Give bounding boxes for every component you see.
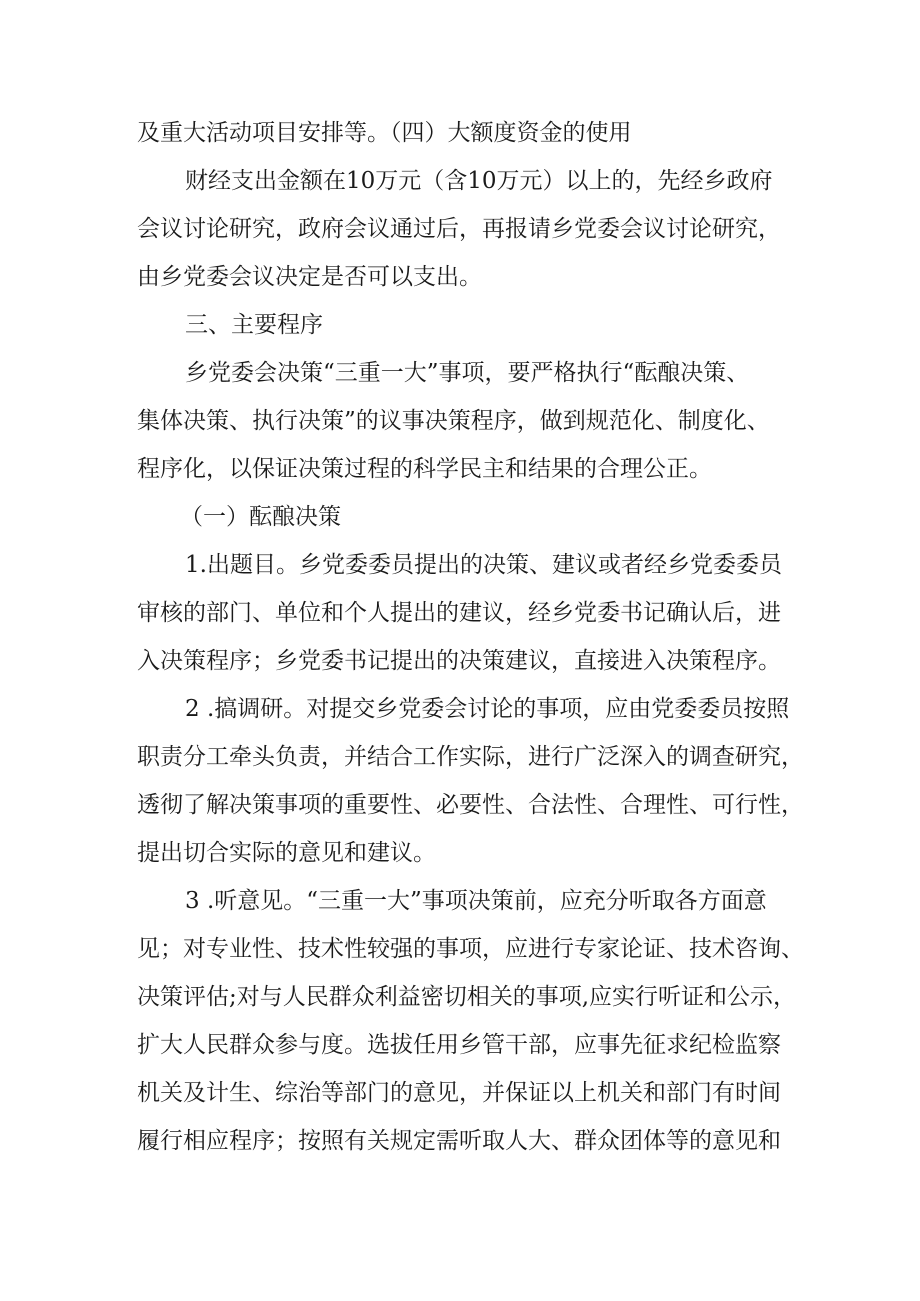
text-line: 入决策程序；乡党委书记提出的决策建议，直接进入决策程序。 xyxy=(137,648,781,674)
text-line: 履行相应程序；按照有关规定需听取人大、群众团体等的意见和 xyxy=(137,1128,781,1154)
text-line: 乡党委会决策“三重一大”事项，要严格执行“酝酿决策、 xyxy=(185,360,750,386)
text-line: 会议讨论研究，政府会议通过后，再报请乡党委会议讨论研究， xyxy=(137,216,781,242)
text-line: 提出切合实际的意见和建议。 xyxy=(137,840,436,866)
text-line: 透彻了解决策事项的重要性、必要性、合法性、合理性、可行性， xyxy=(137,792,804,818)
subsection-heading: （一）酝酿决策 xyxy=(180,504,341,530)
text-line: 扩大人民群众参与度。选拔任用乡管干部，应事先征求纪检监察 xyxy=(137,1032,781,1058)
text-line: 由乡党委会议决定是否可以支出。 xyxy=(137,264,482,290)
text-line: 程序化，以保证决策过程的科学民主和结果的合理公正。 xyxy=(137,456,712,482)
section-heading: 三、主要程序 xyxy=(185,312,323,338)
text-line: 决策评估;对与人民群众利益密切相关的事项,应实行听证和公示， xyxy=(137,984,797,1010)
text-line: 2 .搞调研。对提交乡党委会讨论的事项，应由党委委员按照 xyxy=(185,696,790,722)
text-line: 及重大活动项目安排等。（四）大额度资金的使用 xyxy=(137,120,632,146)
text-line: 财经支出金额在10万元（含10万元）以上的，先经乡政府 xyxy=(185,168,773,194)
text-line: 3 .听意见。“三重一大”事项决策前，应充分听取各方面意 xyxy=(185,888,767,914)
text-line: 机关及计生、综治等部门的意见，并保证以上机关和部门有时间 xyxy=(137,1080,781,1106)
text-line: 见；对专业性、技术性较强的事项，应进行专家论证、技术咨询、 xyxy=(137,936,804,962)
text-line: 1.出题目。乡党委委员提出的决策、建议或者经乡党委委员 xyxy=(185,552,782,578)
text-line: 审核的部门、单位和个人提出的建议，经乡党委书记确认后，进 xyxy=(137,600,781,626)
text-line: 职责分工牵头负责，并结合工作实际，进行广泛深入的调查研究， xyxy=(137,744,804,770)
text-line: 集体决策、执行决策”的议事决策程序，做到规范化、制度化、 xyxy=(137,408,770,434)
